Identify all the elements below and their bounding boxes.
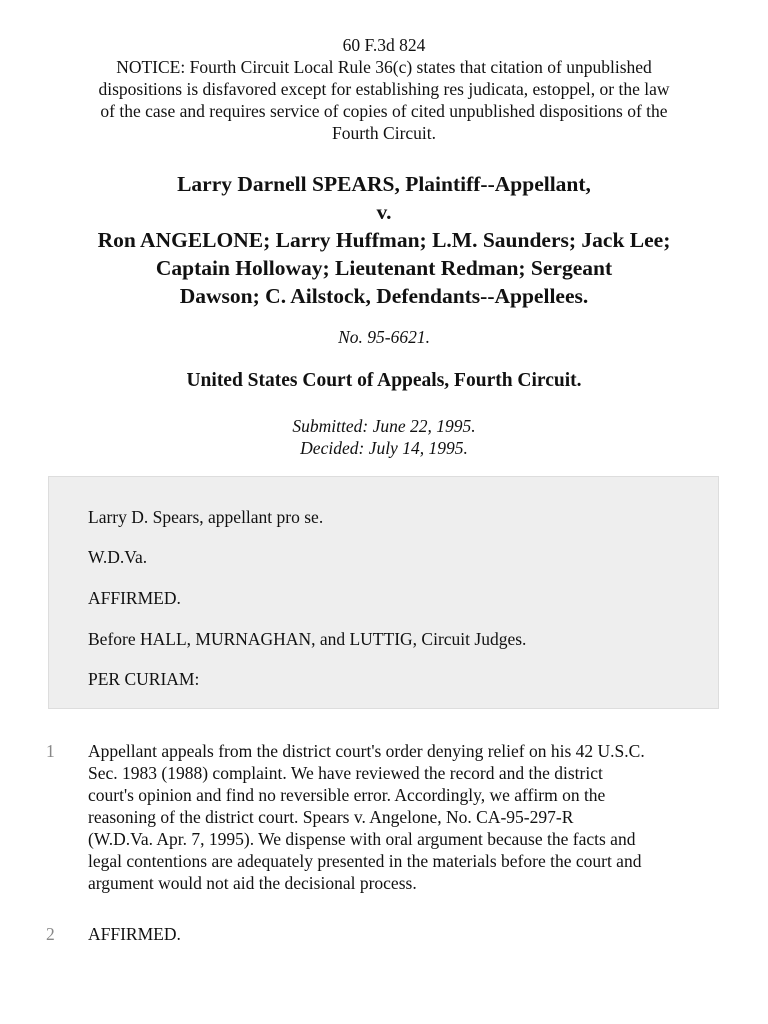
case-title-line: Larry Darnell SPEARS, Plaintiff--Appellant,: [177, 172, 591, 196]
disposition: AFFIRMED.: [88, 588, 181, 608]
case-title-line: Dawson; C. Ailstock, Defendants--Appellees.: [179, 284, 589, 308]
citation: 60 F.3d 824: [342, 35, 426, 55]
court-name: United States Court of Appeals, Fourth Circuit.: [186, 370, 582, 391]
docket-number: No. 95-6621.: [338, 327, 430, 347]
counsel-line: Larry D. Spears, appellant pro se.: [88, 507, 324, 527]
per-curiam: PER CURIAM:: [88, 669, 200, 689]
notice-line: Fourth Circuit.: [331, 123, 437, 143]
paragraph-number: 2: [46, 924, 55, 944]
paragraph-line: legal contentions are adequately presented in the materials before the court and: [88, 851, 642, 871]
paragraph-line: AFFIRMED.: [88, 924, 181, 944]
panel-judges: Before HALL, MURNAGHAN, and LUTTIG, Circuit Judges.: [88, 629, 527, 649]
notice-line: dispositions is disfavored except for establishing res judicata, estoppel, or the law: [98, 79, 670, 99]
case-info-box: [48, 476, 719, 709]
paragraph-line: reasoning of the district court. Spears v. Angelone, No. CA-95-297-R: [88, 807, 574, 827]
paragraph-text: [88, 740, 734, 894]
paragraph-text: [88, 923, 734, 945]
case-title-line: Captain Holloway; Lieutenant Redman; Sergeant: [155, 256, 613, 280]
case-title-line: v.: [376, 200, 392, 224]
origin-court: W.D.Va.: [88, 547, 148, 567]
paragraph-line: argument would not aid the decisional process.: [88, 873, 417, 893]
paragraph-line: (W.D.Va. Apr. 7, 1995). We dispense with oral argument because the facts and: [88, 829, 636, 849]
paragraph-line: Appellant appeals from the district court's order denying relief on his 42 U.S.C.: [88, 741, 645, 761]
paragraph-number: 1: [46, 741, 55, 761]
submitted-date: Submitted: June 22, 1995.: [292, 416, 476, 436]
document-header: [40, 34, 728, 144]
case-title-line: Ron ANGELONE; Larry Huffman; L.M. Saunders; Jack Lee;: [97, 228, 671, 252]
case-title: [30, 170, 738, 310]
case-dates: [0, 415, 768, 459]
paragraph-line: Sec. 1983 (1988) complaint. We have reviewed the record and the district: [88, 763, 603, 783]
notice-line: of the case and requires service of copies of cited unpublished dispositions of the: [100, 101, 668, 121]
decided-date: Decided: July 14, 1995.: [300, 438, 468, 458]
notice-line: NOTICE: Fourth Circuit Local Rule 36(c) states that citation of unpublished: [116, 57, 652, 77]
paragraph-line: court's opinion and find no reversible error. Accordingly, we affirm on the: [88, 785, 606, 805]
